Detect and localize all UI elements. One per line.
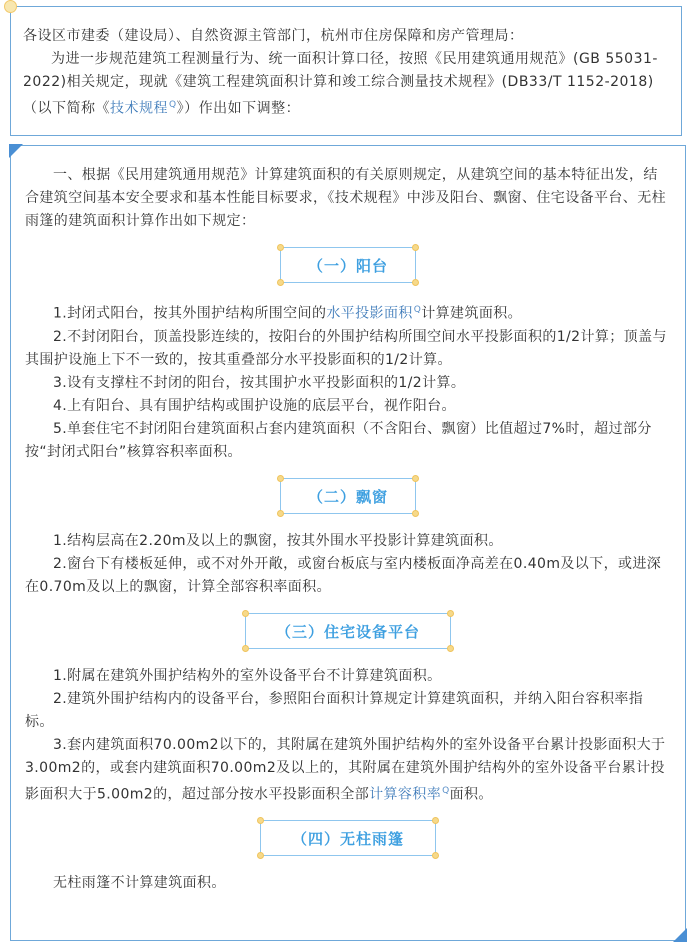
list-item [25, 734, 671, 807]
list-item [25, 299, 671, 326]
corner-dot [277, 279, 284, 286]
section-heading-wrap [25, 599, 671, 665]
main-content-box [10, 145, 686, 941]
corner-dot [242, 610, 249, 617]
item-text: 面积。 [449, 786, 493, 803]
section-title: （四）无柱雨篷 [291, 830, 404, 849]
section-title: （二）飘窗 [307, 487, 388, 506]
section-heading-wrap [25, 806, 671, 872]
corner-dot [432, 817, 439, 824]
section-title: （三）住宅设备平台 [275, 622, 420, 641]
corner-dot [242, 645, 249, 652]
corner-dot [257, 817, 264, 824]
section-heading-bay-window [280, 478, 416, 514]
floor-area-ratio-link[interactable]: 计算容积率 [369, 786, 442, 803]
item-text: 1.封闭式阳台，按其外围护结构所围空间的 [53, 305, 327, 322]
section-heading-wrap [25, 464, 671, 530]
list-item: 3.设有支撑柱不封闭的阳台，按其围护水平投影面积的1/2计算。 [53, 374, 466, 391]
search-icon[interactable]: Q [413, 305, 422, 315]
corner-dot [277, 244, 284, 251]
corner-dot [277, 510, 284, 517]
section-heading-wrap [25, 233, 671, 299]
section-heading-balcony [280, 247, 416, 283]
list-item: 2.建筑外围护结构内的设备平台，参照阳台面积计算规定计算建筑面积，并纳入阳台容积率指标。 [25, 690, 644, 730]
corner-dot [257, 852, 264, 859]
corner-dot [412, 279, 419, 286]
intro-paragraph [23, 48, 669, 121]
search-icon[interactable]: Q [169, 100, 177, 110]
list-item: 4.上有阳台、具有围护结构或围护设施的底层平台，视作阳台。 [53, 397, 456, 414]
lead-paragraph: 一、根据《民用建筑通用规范》计算建筑面积的有关原则规定，从建筑空间的基本特征出发，结合建筑空间基本安全要求和基本性能目标要求，《技术规程》中涉及阳台、飘窗、住宅设备平台、无柱雨篷的建筑面积计算作出如下规定： [25, 167, 666, 229]
list-item: 5.单套住宅不封闭阳台建筑面积占套内建筑面积（不含阳台、飘窗）比值超过7%时，超过部分按“封闭式阳台”核算容积率面积。 [25, 420, 652, 460]
section-heading-equipment-platform [245, 613, 451, 649]
list-item: 2.不封闭阳台，顶盖投影连续的，按阳台的外围护结构所围空间水平投影面积的1/2计算；顶盖与其围护设施上下不一致的，按其重叠部分水平投影面积的1/2计算。 [25, 328, 667, 368]
corner-dot [447, 610, 454, 617]
intro-addressee: 各设区市建委（建设局）、自然资源主管部门，杭州市住房保障和房产管理局： [23, 28, 524, 44]
list-item: 1.附属在建筑外围护结构外的室外设备平台不计算建筑面积。 [53, 667, 442, 684]
intro-text-after-link: 》）作出如下调整： [176, 100, 301, 117]
corner-dot [412, 244, 419, 251]
technical-spec-link[interactable]: 技术规程 [110, 100, 168, 117]
list-item: 无柱雨篷不计算建筑面积。 [53, 875, 226, 892]
corner-dot [432, 852, 439, 859]
list-item: 1.结构层高在2.20m及以上的飘窗，按其外围水平投影计算建筑面积。 [53, 532, 503, 549]
list-item: 2.窗台下有楼板延伸，或不对外开敞，或窗台板底与室内楼板面净高差在0.40m及以下，或进深在0.70m及以上的飘窗，计算全部容积率面积。 [25, 555, 662, 595]
item-text: 计算建筑面积。 [421, 305, 523, 322]
corner-dot [412, 510, 419, 517]
corner-dot [4, 0, 17, 13]
corner-dot [447, 645, 454, 652]
corner-triangle-bottom-right [673, 928, 687, 942]
intro-text-before-link: 为进一步规范建筑工程测量行为、统一面积计算口径，按照《民用建筑通用规范》(GB 55031-2022)相关规定，现就《建筑工程建筑面积计算和竣工综合测量技术规程》(DB33/T 1152-2018)（以下简称《 [23, 51, 658, 117]
corner-dot [412, 475, 419, 482]
horizontal-projection-area-link[interactable]: 水平投影面积 [326, 305, 413, 322]
corner-dot [277, 475, 284, 482]
section-title: （一）阳台 [307, 257, 388, 275]
item-text: 3.套内建筑面积70.00m2以下的，其附属在建筑外围护结构外的室外设备平台累计投影面积大于3.00m2的，或套内建筑面积70.00m2及以上的，其附属在建筑外围护结构外的室外设备平台累计投影面积大于5.00m2的，超过部分按水平投影面积全部 [25, 736, 666, 803]
section-heading-canopy [260, 820, 436, 856]
corner-triangle-top-left [9, 144, 23, 158]
intro-box [10, 6, 682, 136]
search-icon[interactable]: Q [442, 785, 450, 796]
